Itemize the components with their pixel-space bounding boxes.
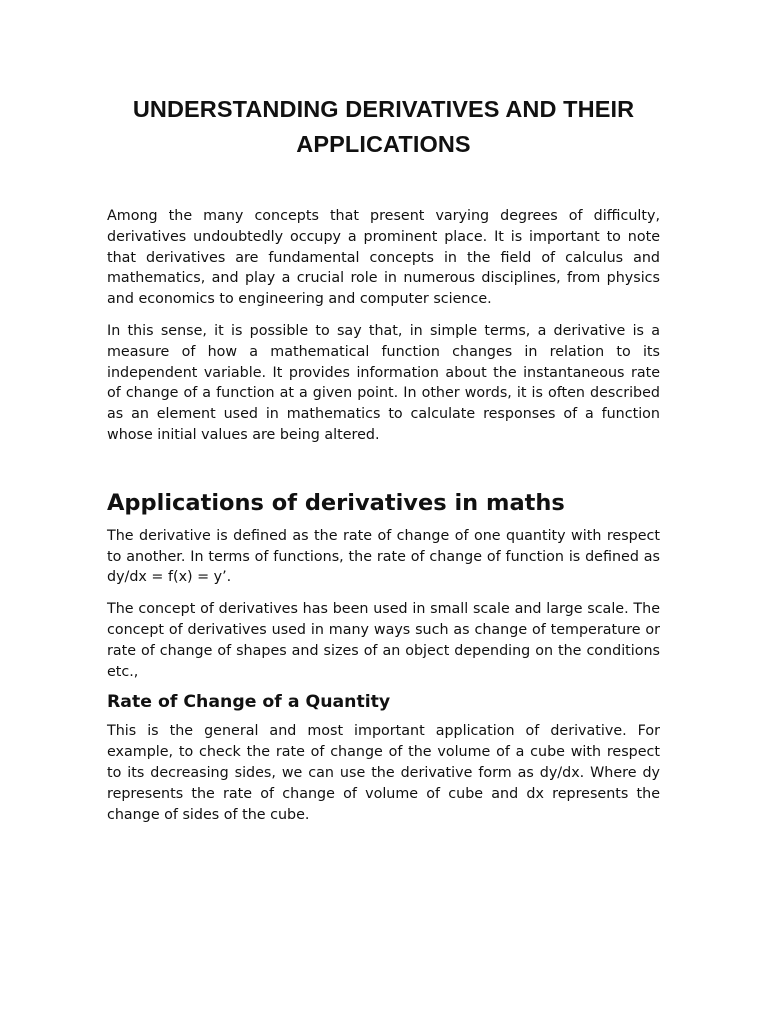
section-heading: Applications of derivatives in maths — [107, 489, 565, 516]
subsection-heading: Rate of Change of a Quantity — [107, 692, 391, 713]
intro-paragraph-1: Among the many concepts that present varying degrees of difficulty, derivatives undoubtedly occupy a prominent place. It is important to note that derivatives are fundamental concepts in the field of calculus and mathematics, and play a crucial role in numerous disciplines, from physics and economics to engineering and computer science. — [107, 208, 660, 308]
subsection-paragraph-1: This is the general and most important application of derivative. For example, to check the rate of change of the volume of a cube with respect to its decreasing sides, we can use the derivative form as dy/dx. Where dy represents the rate of change of volume of cube and dx represents the change of sides of the cube. — [107, 723, 660, 823]
section-paragraph-1: The derivative is defined as the rate of change of one quantity with respect to another. In terms of functions, the rate of change of function is defined as dy/dx = f(x) = y’. — [107, 527, 660, 586]
section-paragraph-2: The concept of derivatives has been used in small scale and large scale. The concept of derivatives used in many ways such as change of temperature or rate of change of shapes and sizes of an object depending on the conditions etc., — [107, 601, 660, 680]
intro-paragraph-2: In this sense, it is possible to say that, in simple terms, a derivative is a measure of how a mathematical function changes in relation to its independent variable. It provides information about the instantaneous rate of change of a function at a given point. In other words, it is often described as an element used in mathematics to calculate responses of a function whose initial values are being altered. — [107, 322, 660, 443]
document-page — [107, 92, 660, 825]
document-title: UNDERSTANDING DERIVATIVES AND THEIR APPLICATIONS — [132, 96, 635, 157]
